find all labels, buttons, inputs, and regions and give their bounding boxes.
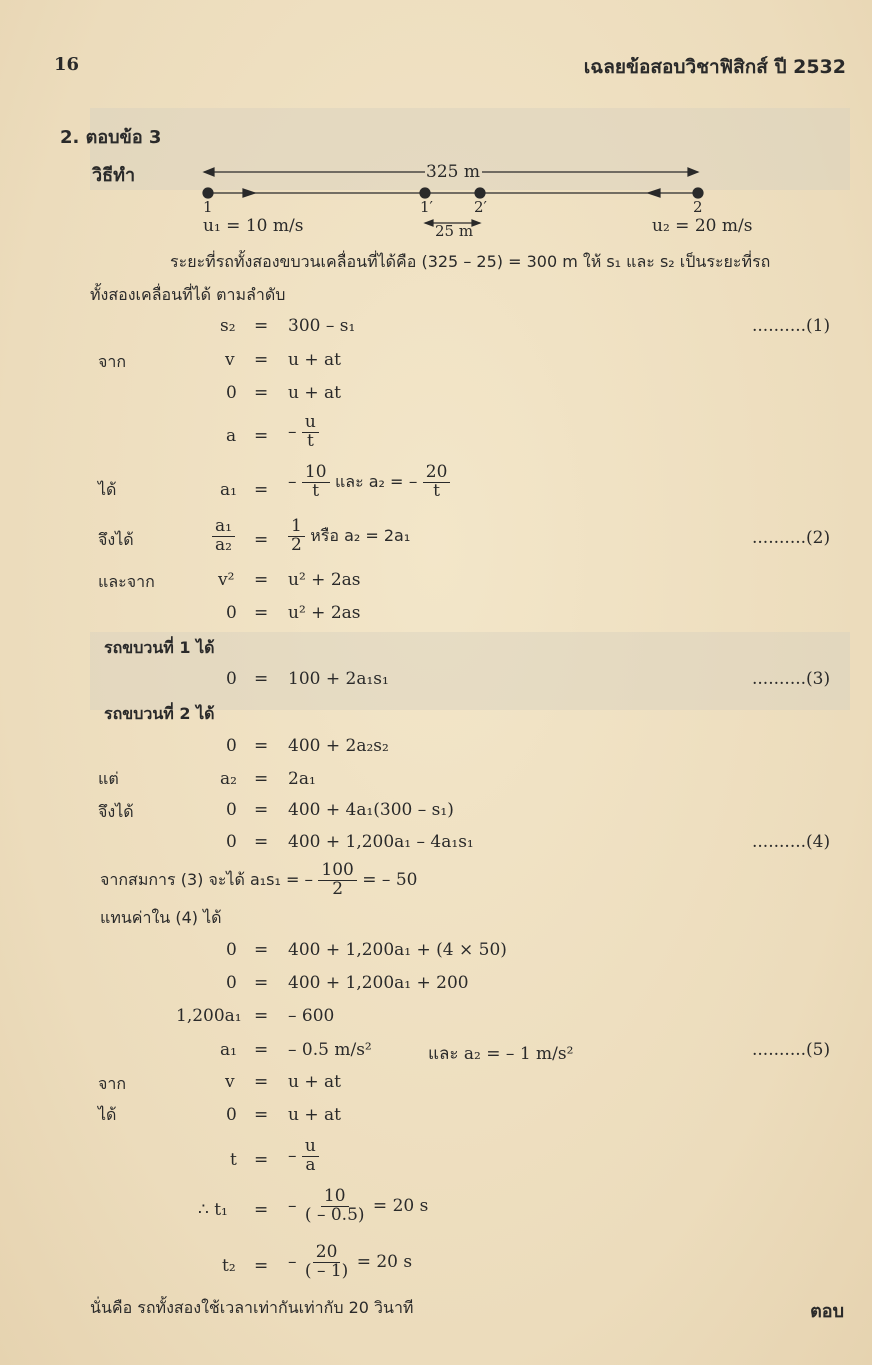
arrow-left-icon	[204, 168, 214, 176]
eq-r23-tail: = 20 s	[356, 1251, 413, 1272]
eq-r12-right: 400 + 4a₁(300 – s₁)	[288, 800, 454, 820]
eq-r7-right: u² + 2as	[288, 570, 361, 590]
eq-r4-left: a	[226, 426, 237, 446]
label-so-got-2: จึงได้	[98, 802, 134, 821]
eq-r9-right: 100 + 2a₁s₁	[288, 669, 389, 689]
train2-arrow-icon	[648, 189, 660, 197]
eq-r22-left: ∴ t₁	[198, 1200, 228, 1220]
label-got-2: ได้	[98, 1105, 117, 1124]
u1-label: u₁ = 10 m/s	[203, 216, 304, 236]
eq-r6-left-den: a₂	[215, 534, 232, 555]
eq-r22-den: ( – 0.5)	[304, 1204, 365, 1225]
answer-label: ตอบ	[810, 1301, 844, 1322]
eq-r18-right: – 0.5 m/s²	[288, 1040, 372, 1060]
eq-r2-left: v	[225, 350, 235, 370]
eq-r10-left: 0	[226, 736, 237, 756]
eq-r18-mid: และ a₂ = – 1 m/s²	[428, 1044, 574, 1064]
point-2p-label: 2′	[474, 198, 487, 216]
eq-r14-prefix: จากสมการ (3) จะได้ a₁s₁ =	[100, 869, 300, 889]
eq-r22-num: 10	[321, 1188, 349, 1207]
eq-r14-tail: = – 50	[362, 869, 418, 890]
eq-r5-mid: และ a₂ =	[334, 471, 404, 491]
label-train-2: รถขบวนที่ 2 ได้	[104, 704, 215, 723]
eq-r23-left: t₂	[222, 1256, 236, 1276]
eq-r11-left: a₂	[220, 769, 237, 789]
eq-number-5: ..........(5)	[752, 1040, 831, 1060]
label-got: ได้	[98, 480, 117, 499]
eq-r15-left: 0	[226, 940, 237, 960]
point-2p-dot	[475, 188, 485, 198]
eq-r6-left-num: a₁	[212, 518, 235, 537]
eq-r9-left: 0	[226, 669, 237, 689]
eq-r2-right: u + at	[288, 350, 341, 370]
eq-r6-den: 2	[291, 534, 302, 555]
eq-r10-right: 400 + 2a₂s₂	[288, 736, 389, 756]
eq-r5-left: a₁	[220, 480, 237, 500]
eq-r18-left: a₁	[220, 1040, 237, 1060]
eq-r14-num: 100	[318, 862, 356, 881]
eq-r21-den: a	[305, 1154, 316, 1175]
question-label: 2. ตอบข้อ 3	[60, 127, 162, 148]
method-label: วิธีทำ	[92, 165, 136, 186]
eq-r19-right: u + at	[288, 1072, 341, 1092]
eq-r17-left: 1,200a₁	[176, 1006, 242, 1026]
page-number: 16	[54, 54, 80, 75]
point-2-label: 2	[693, 198, 703, 216]
label-so-got: จึงได้	[98, 530, 134, 549]
eq-r3-left: 0	[226, 383, 237, 403]
eq-r13-right: 400 + 1,200a₁ – 4a₁s₁	[288, 832, 474, 852]
label-substitute: แทนค่าใน (4) ได้	[100, 908, 222, 927]
u2-label: u₂ = 20 m/s	[652, 216, 753, 236]
eq-r16-right: 400 + 1,200a₁ + 200	[288, 973, 469, 993]
eq-r22-tail: = 20 s	[372, 1195, 429, 1216]
total-distance-label: 325 m	[426, 162, 480, 182]
eq-r5-num2: 20	[423, 464, 451, 483]
eq-r23-num: 20	[313, 1244, 341, 1263]
eq-r5-den1: t	[312, 480, 320, 501]
eq-number-1: ..........(1)	[752, 316, 831, 336]
point-2-dot	[693, 188, 703, 198]
intro-line-2: ทั้งสองเคลื่อนที่ได้ ตามลำดับ	[90, 285, 286, 304]
eq-r6-num: 1	[288, 518, 305, 537]
eq-r19-left: v	[225, 1072, 235, 1092]
eq-r21-num: u	[302, 1138, 319, 1157]
label-and-from: และจาก	[98, 572, 155, 591]
eq-r20-right: u + at	[288, 1105, 341, 1125]
label-but: แต่	[98, 769, 119, 788]
gap-arrow-left-icon	[425, 220, 433, 226]
eq-r11-right: 2a₁	[288, 769, 316, 789]
eq-number-4: ..........(4)	[752, 832, 831, 852]
eq-r14-den: 2	[332, 878, 344, 899]
eq-r3-right: u + at	[288, 383, 341, 403]
conclusion-text: นั่นคือ รถทั้งสองใช้เวลาเท่ากันเท่ากับ 20 วินาที	[90, 1298, 414, 1317]
eq-r12-left: 0	[226, 800, 237, 820]
eq-r7-left: v²	[218, 570, 235, 590]
eq-r4-num: u	[302, 414, 319, 433]
eq-r16-left: 0	[226, 973, 237, 993]
eq-number-3: ..........(3)	[752, 669, 831, 689]
eq-r1-left: s₂	[220, 316, 236, 336]
label-from: จาก	[98, 352, 127, 371]
eq-r8-right: u² + 2as	[288, 603, 361, 623]
eq-r21-left: t	[230, 1150, 237, 1170]
train1-arrow-icon	[243, 189, 255, 197]
gap-distance-label: 25 m	[435, 222, 474, 240]
eq-r17-right: – 600	[288, 1006, 335, 1026]
eq-r8-left: 0	[226, 603, 237, 623]
point-1p-label: 1′	[420, 198, 433, 216]
eq-r4-den: t	[306, 430, 314, 451]
gap-arrow-right-icon	[472, 220, 480, 226]
arrow-right-icon	[688, 168, 698, 176]
eq-r5-num1: 10	[302, 464, 330, 483]
eq-number-2: ..........(2)	[752, 528, 831, 548]
label-from-2: จาก	[98, 1074, 127, 1093]
eq-r5-den2: t	[433, 480, 441, 501]
eq-r6-tail: หรือ a₂ = 2a₁	[310, 525, 411, 545]
eq-r1-right: 300 – s₁	[288, 316, 356, 336]
eq-r20-left: 0	[226, 1105, 237, 1125]
label-train-1: รถขบวนที่ 1 ได้	[104, 638, 215, 657]
point-1p-dot	[420, 188, 430, 198]
eq-r13-left: 0	[226, 832, 237, 852]
intro-line-1: ระยะที่รถทั้งสองขบวนเคลื่อนที่ได้คือ (325 – 25) = 300 m ให้ s₁ และ s₂ เป็นระยะที่รถ	[170, 252, 771, 271]
point-1-label: 1	[203, 198, 213, 216]
eq-r23-den: ( – 1)	[304, 1260, 349, 1281]
point-1-dot	[203, 188, 213, 198]
page-title: เฉลยข้อสอบวิชาฟิสิกส์ ปี 2532	[583, 56, 846, 78]
eq-r15-right: 400 + 1,200a₁ + (4 × 50)	[288, 940, 507, 960]
